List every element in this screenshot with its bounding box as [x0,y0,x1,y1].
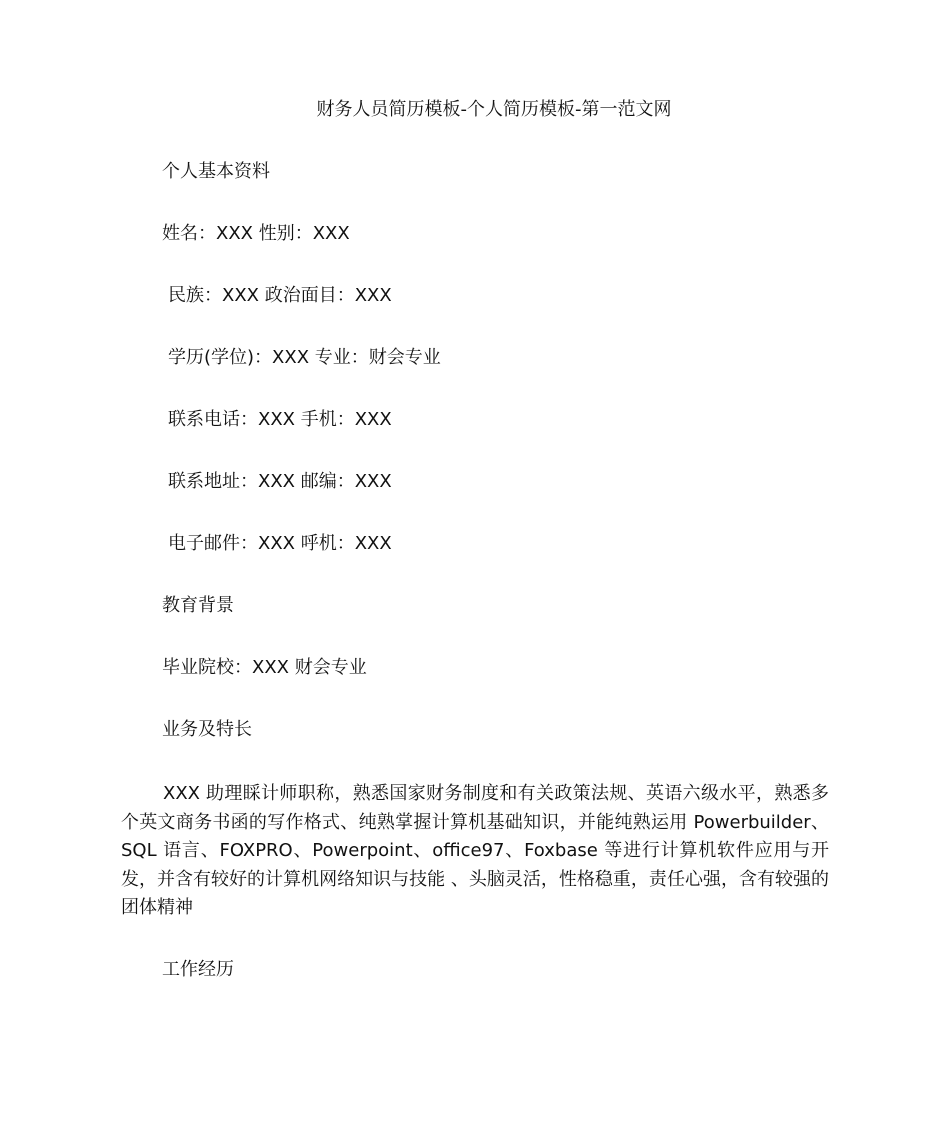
field-address-postcode: 联系地址：XXX 邮编：XXX [168,471,392,492]
field-email-pager: 电子邮件：XXX 呼机：XXX [168,533,392,554]
document-title: 财务人员简历模板-个人简历模板-第一范文网 [316,99,672,120]
skills-paragraph: XXX 助理睬计师职称，熟悉国家财务制度和有关政策法规、英语六级水平，熟悉多个英文商务书函的写作格式、纯熟掌握计算机基础知识，并能纯熟运用 Powerbuilder、SQL 语言、FOXPRO、Powerpoint、office97、Foxbase 等进行计算机软件应用与开发，并含有较好的计算机网络知识与技能 、头脑灵活，性格稳重，责任心强，含有较强的团体精神 [121,783,829,919]
section-heading-skills: 业务及特长 [162,719,252,740]
field-phone-mobile: 联系电话：XXX 手机：XXX [168,409,392,430]
field-school: 毕业院校：XXX 财会专业 [162,657,367,678]
section-heading-work: 工作经历 [162,959,234,980]
field-name-gender: 姓名：XXX 性别：XXX [162,223,350,244]
section-heading-education: 教育背景 [162,595,234,616]
section-heading-basic-info: 个人基本资料 [162,161,270,182]
field-degree-major: 学历(学位)：XXX 专业：财会专业 [168,347,441,368]
field-ethnicity-politics: 民族：XXX 政治面目：XXX [168,285,392,306]
